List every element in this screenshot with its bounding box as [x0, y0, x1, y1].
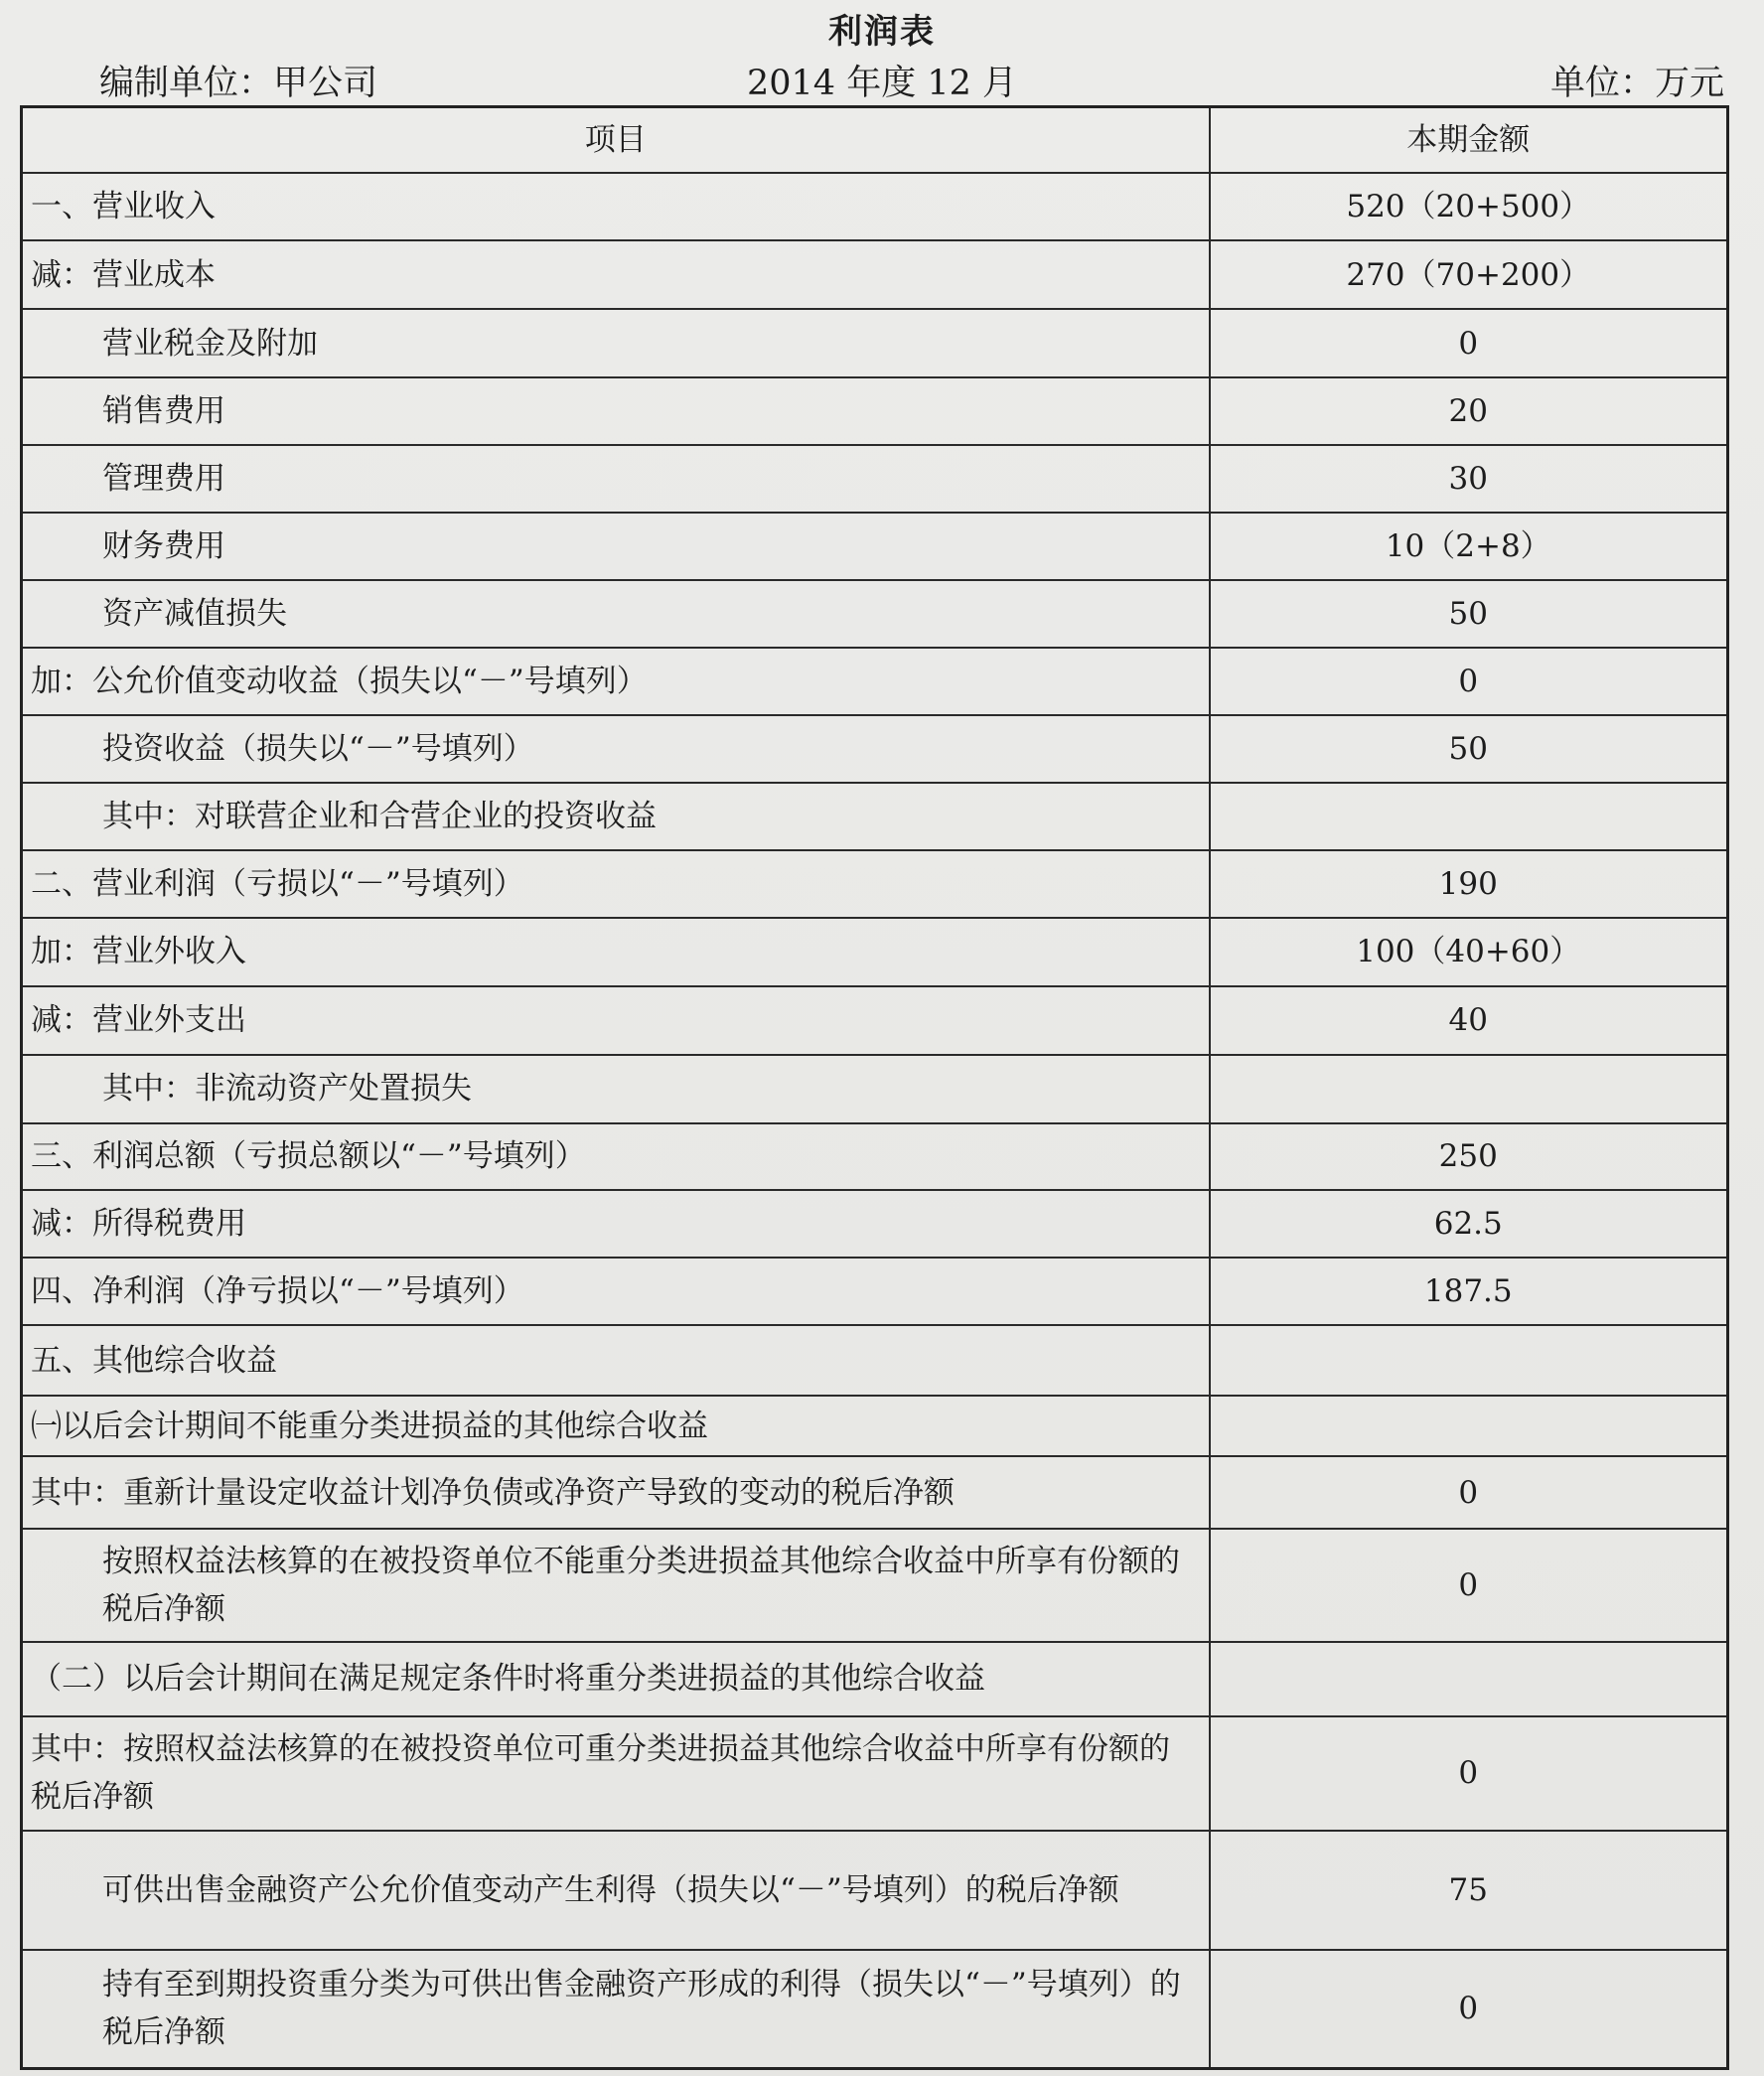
row-amount — [1210, 1055, 1728, 1123]
row-amount: 187.5 — [1210, 1258, 1728, 1325]
row-amount: 0 — [1210, 1716, 1728, 1832]
table-row — [22, 1396, 1728, 1456]
row-item: 其中：非流动资产处置损失 — [22, 1055, 1210, 1123]
row-amount: 10（2+8） — [1210, 513, 1728, 580]
row-amount: 62.5 — [1210, 1190, 1728, 1258]
row-amount — [1210, 1396, 1728, 1456]
unit-label: 单位：万元 — [1549, 64, 1724, 103]
preparer-label: 编制单位：甲公司 — [99, 64, 378, 103]
row-amount: 190 — [1210, 850, 1728, 918]
table-row — [22, 580, 1728, 648]
table-row — [22, 1950, 1728, 2069]
row-item: 减：营业外支出 — [22, 986, 1210, 1055]
table-row — [22, 715, 1728, 783]
table-row — [22, 1325, 1728, 1396]
column-header-item: 项目 — [22, 107, 1210, 173]
row-amount — [1210, 1642, 1728, 1716]
row-amount: 0 — [1210, 1529, 1728, 1642]
row-amount: 250 — [1210, 1123, 1728, 1191]
row-amount: 30 — [1210, 445, 1728, 513]
row-item: 加：营业外收入 — [22, 918, 1210, 986]
row-item: 其中：重新计量设定收益计划净负债或净资产导致的变动的税后净额 — [22, 1456, 1210, 1529]
row-amount — [1210, 783, 1728, 850]
table-row — [22, 445, 1728, 513]
row-item: ㈠以后会计期间不能重分类进损益的其他综合收益 — [22, 1396, 1210, 1456]
table-row — [22, 1642, 1728, 1716]
table-row — [22, 240, 1728, 309]
row-item: 其中：按照权益法核算的在被投资单位可重分类进损益其他综合收益中所享有份额的税后净额 — [22, 1716, 1210, 1832]
table-row — [22, 1123, 1728, 1191]
table-row — [22, 1529, 1728, 1642]
table-row — [22, 1456, 1728, 1529]
row-item: 减：营业成本 — [22, 240, 1210, 309]
table-row — [22, 850, 1728, 918]
row-item: （二）以后会计期间在满足规定条件时将重分类进损益的其他综合收益 — [22, 1642, 1210, 1716]
row-item: 可供出售金融资产公允价值变动产生利得（损失以“－”号填列）的税后净额 — [22, 1831, 1210, 1950]
table-row — [22, 1258, 1728, 1325]
table-row — [22, 377, 1728, 445]
row-item: 管理费用 — [22, 445, 1210, 513]
report-title: 利润表 — [828, 12, 936, 52]
row-amount: 50 — [1210, 715, 1728, 783]
table-row — [22, 513, 1728, 580]
row-amount: 100（40+60） — [1210, 918, 1728, 986]
table-header-row — [22, 107, 1728, 173]
row-amount — [1210, 1325, 1728, 1396]
table-row — [22, 173, 1728, 241]
row-item: 持有至到期投资重分类为可供出售金融资产形成的利得（损失以“－”号填列）的税后净额 — [22, 1950, 1210, 2069]
row-item: 二、营业利润（亏损以“－”号填列） — [22, 850, 1210, 918]
table-row — [22, 1190, 1728, 1258]
table-row — [22, 783, 1728, 850]
row-amount: 50 — [1210, 580, 1728, 648]
row-item: 四、净利润（净亏损以“－”号填列） — [22, 1258, 1210, 1325]
row-amount: 0 — [1210, 1950, 1728, 2069]
period-label: 2014 年度 12 月 — [747, 64, 1017, 103]
column-header-amount: 本期金额 — [1210, 107, 1728, 173]
row-amount: 20 — [1210, 377, 1728, 445]
row-item: 销售费用 — [22, 377, 1210, 445]
table-row — [22, 986, 1728, 1055]
row-amount: 0 — [1210, 309, 1728, 377]
income-statement-table — [20, 105, 1729, 2070]
row-item: 三、利润总额（亏损总额以“－”号填列） — [22, 1123, 1210, 1191]
row-item: 一、营业收入 — [22, 173, 1210, 241]
table-row — [22, 918, 1728, 986]
table-row — [22, 309, 1728, 377]
row-item: 营业税金及附加 — [22, 309, 1210, 377]
row-item: 减：所得税费用 — [22, 1190, 1210, 1258]
row-item: 五、其他综合收益 — [22, 1325, 1210, 1396]
row-amount: 270（70+200） — [1210, 240, 1728, 309]
row-item: 投资收益（损失以“－”号填列） — [22, 715, 1210, 783]
row-amount: 520（20+500） — [1210, 173, 1728, 241]
table-row — [22, 1055, 1728, 1123]
table-row — [22, 1831, 1728, 1950]
row-item: 资产减值损失 — [22, 580, 1210, 648]
row-amount: 40 — [1210, 986, 1728, 1055]
row-amount: 75 — [1210, 1831, 1728, 1950]
row-amount: 0 — [1210, 648, 1728, 715]
row-amount: 0 — [1210, 1456, 1728, 1529]
row-item: 其中：对联营企业和合营企业的投资收益 — [22, 783, 1210, 850]
table-row — [22, 1716, 1728, 1832]
table-row — [22, 648, 1728, 715]
row-item: 加：公允价值变动收益（损失以“－”号填列） — [22, 648, 1210, 715]
row-item: 按照权益法核算的在被投资单位不能重分类进损益其他综合收益中所享有份额的税后净额 — [22, 1529, 1210, 1642]
row-item: 财务费用 — [22, 513, 1210, 580]
